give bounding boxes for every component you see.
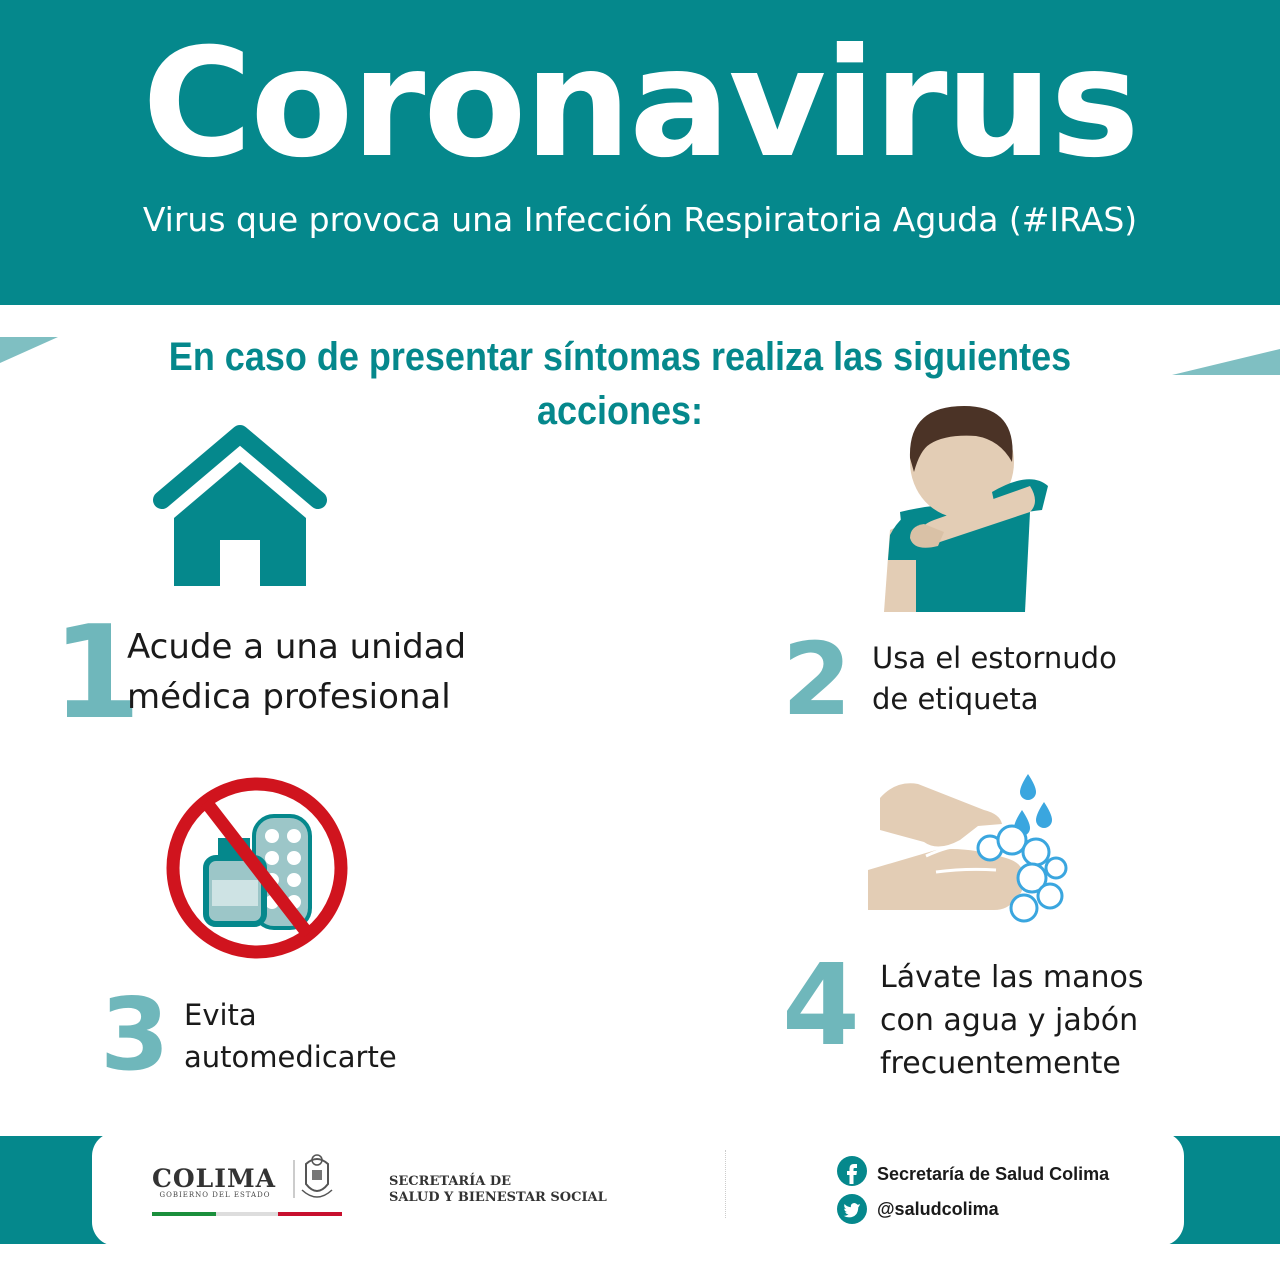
action-3-line-2: automedicarte — [184, 1040, 397, 1074]
action-text-3 — [184, 994, 397, 1078]
secretaria-line-2: SALUD Y BIENESTAR SOCIAL — [389, 1190, 607, 1205]
actions-heading: En caso de presentar síntomas realiza las siguientes acciones: — [168, 335, 1072, 433]
header-banner — [0, 0, 1280, 305]
footer-divider — [725, 1150, 726, 1218]
colima-logo-name: COLIMA — [152, 1164, 277, 1193]
action-2-line-2: de etiqueta — [872, 682, 1039, 716]
page-subtitle: Virus que provoca una Infección Respiratoria Aguda (#IRAS) — [142, 200, 1138, 239]
secretaria-name — [389, 1174, 607, 1206]
flag-green-stripe — [152, 1212, 216, 1216]
action-text-1 — [127, 622, 466, 722]
action-2-line-1: Usa el estornudo — [872, 641, 1117, 675]
flag-red-stripe — [278, 1212, 342, 1216]
facebook-icon — [837, 1156, 867, 1186]
action-1-line-1: Acude a una unidad — [127, 627, 467, 667]
action-text-4 — [880, 956, 1143, 1085]
action-4-line-1: Lávate las manos — [880, 960, 1144, 995]
action-number-2: 2 — [782, 621, 852, 738]
house-icon — [150, 420, 330, 590]
handwashing-icon — [866, 770, 1076, 940]
colima-logo-subtitle: GOBIERNO DEL ESTADO — [159, 1191, 271, 1199]
action-1-line-2: médica profesional — [127, 677, 451, 717]
twitter-icon — [837, 1194, 867, 1224]
sneeze-etiquette-icon — [880, 400, 1055, 615]
action-number-1: 1 — [52, 599, 142, 748]
twitter-handle: @saludcolima — [877, 1199, 999, 1219]
action-number-4: 4 — [782, 941, 860, 1071]
flag-white-stripe — [216, 1212, 278, 1216]
action-4-line-2: con agua y jabón — [880, 1003, 1139, 1038]
state-seal-icon — [292, 1150, 342, 1208]
page-title: Coronavirus — [142, 17, 1138, 191]
secretaria-line-1: SECRETARÍA DE — [389, 1174, 512, 1189]
facebook-handle: Secretaría de Salud Colima — [877, 1164, 1110, 1184]
action-number-3: 3 — [100, 976, 170, 1093]
action-3-line-1: Evita — [184, 998, 257, 1032]
banner-accent-right — [1172, 349, 1280, 375]
action-text-2 — [872, 638, 1117, 720]
no-self-medication-icon — [162, 768, 352, 968]
banner-accent-left — [0, 337, 58, 363]
action-4-line-3: frecuentemente — [880, 1046, 1121, 1081]
